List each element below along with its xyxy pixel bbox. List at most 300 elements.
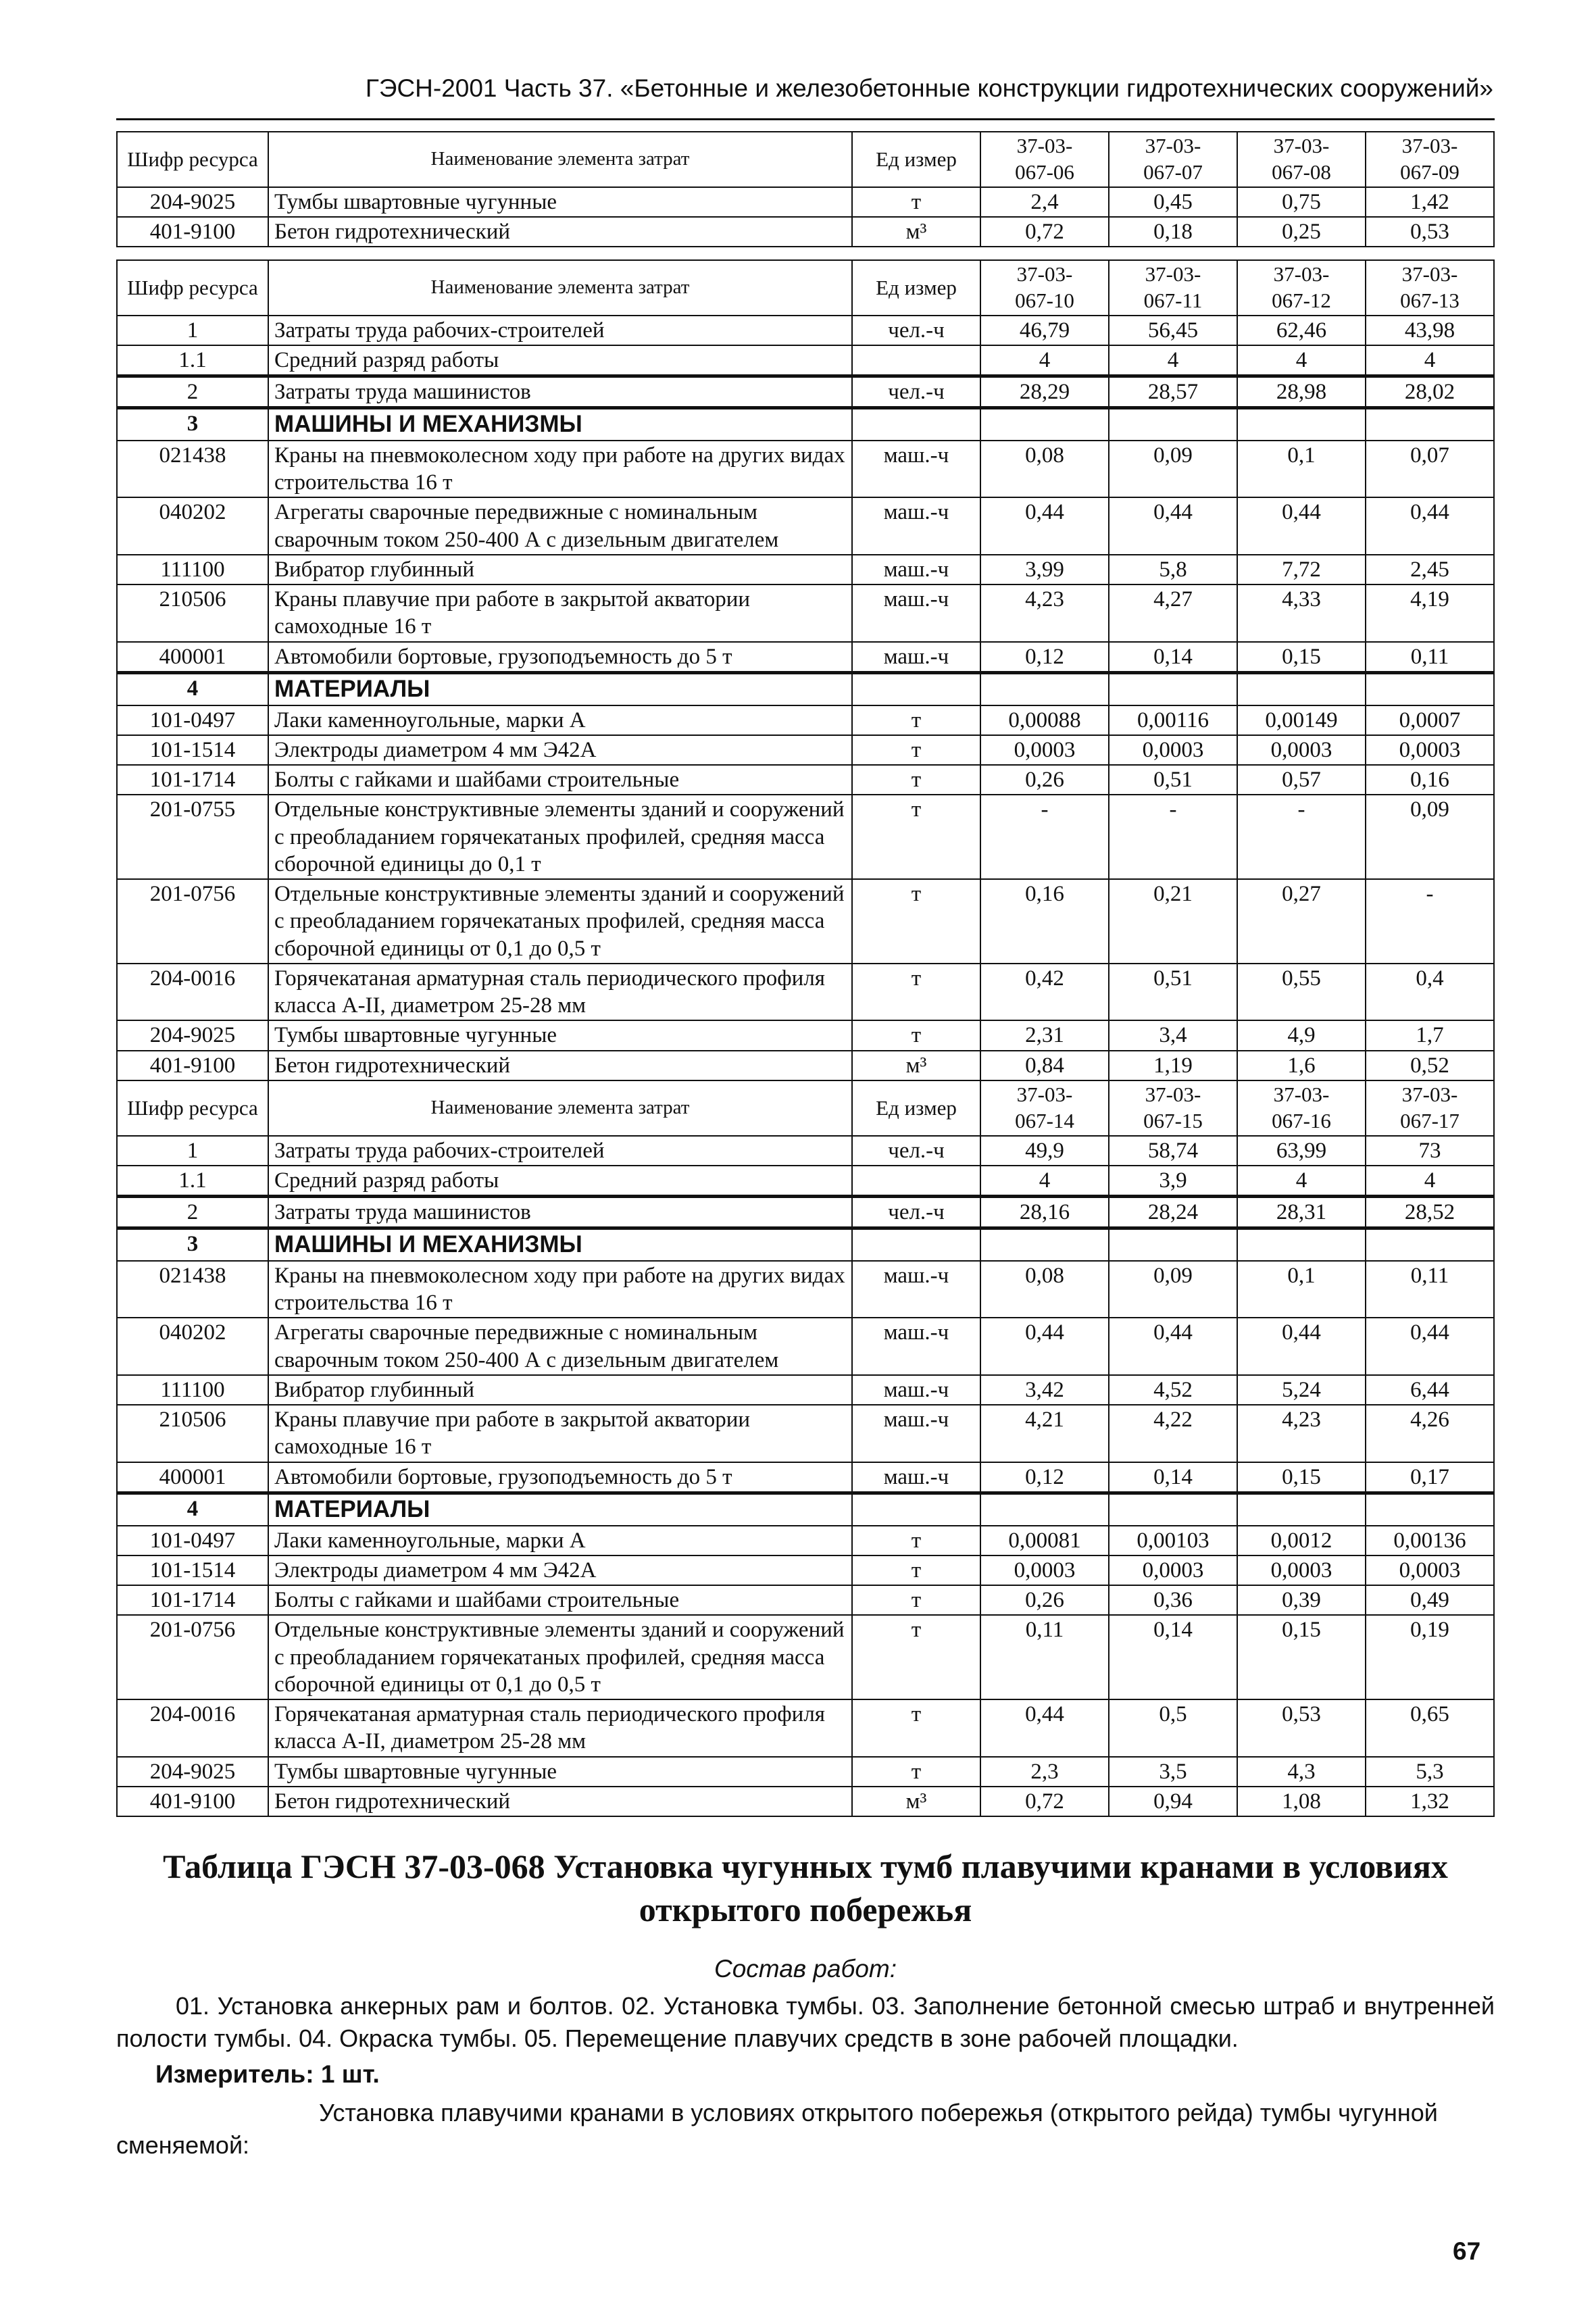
resource-code: 021438 — [117, 1261, 268, 1318]
resource-name: Лаки каменноугольные, марки А — [268, 1526, 852, 1555]
resource-name: Электроды диаметром 4 мм Э42А — [268, 1555, 852, 1585]
resource-value: 56,45 — [1109, 316, 1237, 345]
table-row — [117, 497, 1494, 555]
resource-value — [980, 672, 1109, 705]
resource-name: Бетон гидротехнический — [268, 1051, 852, 1080]
work-operations: 01. Установка анкерных рам и болтов. 02. Установка тумбы. 03. Заполнение бетонной смесью штраб и внутренней полости тумбы. 04. Окраска тумбы. 05. Перемещение плавучих средств в зоне рабочей площадки. — [116, 1992, 1495, 2052]
resource-value: 0,19 — [1366, 1615, 1494, 1699]
column-header-name: Наименование элемента затрат — [268, 132, 852, 187]
table-header-row — [117, 260, 1494, 316]
resource-unit: м³ — [852, 1787, 980, 1816]
column-header-name: Наименование элемента затрат — [268, 260, 852, 316]
resource-value: 0,00088 — [980, 705, 1109, 735]
resource-code: 3 — [117, 1228, 268, 1261]
resource-value — [1366, 408, 1494, 441]
resource-code: 1 — [117, 1136, 268, 1166]
resource-code: 201-0755 — [117, 795, 268, 879]
resource-value: 0,0003 — [1237, 735, 1366, 765]
resource-unit — [852, 345, 980, 376]
resource-unit: чел.-ч — [852, 1136, 980, 1166]
resource-value: 0,1 — [1237, 441, 1366, 498]
resource-name: Затраты труда рабочих-строителей — [268, 1136, 852, 1166]
table-row — [117, 1375, 1494, 1405]
resource-name: Затраты труда машинистов — [268, 1197, 852, 1228]
resource-name: Вибратор глубинный — [268, 1375, 852, 1405]
table-row — [117, 316, 1494, 345]
resource-value: 2,31 — [980, 1020, 1109, 1050]
resource-name: Краны плавучие при работе в закрытой акватории самоходные 16 т — [268, 584, 852, 642]
resource-code: 401-9100 — [117, 1787, 268, 1816]
resource-value: 0,53 — [1366, 217, 1494, 247]
resource-value: 62,46 — [1237, 316, 1366, 345]
resource-value: 0,09 — [1109, 1261, 1237, 1318]
table-row — [117, 1318, 1494, 1375]
table-row — [117, 1526, 1494, 1555]
resource-code: 040202 — [117, 1318, 268, 1375]
resource-value: 0,09 — [1366, 795, 1494, 879]
resource-table-3 — [116, 1080, 1495, 1817]
resource-name: Краны на пневмоколесном ходу при работе на других видах строительства 16 т — [268, 1261, 852, 1318]
resource-value: 4,3 — [1237, 1757, 1366, 1787]
column-header-rate: 37-03- 067-06 — [980, 132, 1109, 187]
resource-value: 0,0003 — [980, 735, 1109, 765]
resource-value: 0,51 — [1109, 765, 1237, 795]
resource-value: 6,44 — [1366, 1375, 1494, 1405]
resource-value: 0,0003 — [1366, 1555, 1494, 1585]
table-row — [117, 345, 1494, 376]
resource-value: 5,24 — [1237, 1375, 1366, 1405]
column-header-rate: 37-03- 067-14 — [980, 1080, 1109, 1136]
column-header-rate: 37-03- 067-17 — [1366, 1080, 1494, 1136]
column-header-unit: Ед измер — [852, 132, 980, 187]
resource-value: 0,53 — [1237, 1699, 1366, 1757]
resource-code: 401-9100 — [117, 217, 268, 247]
resource-value — [1109, 408, 1237, 441]
table-row — [117, 1051, 1494, 1080]
column-header-rate: 37-03- 067-16 — [1237, 1080, 1366, 1136]
resource-name: Горячекатаная арматурная сталь периодического профиля класса А-II, диаметром 25-28 мм — [268, 1699, 852, 1757]
resource-value: 3,4 — [1109, 1020, 1237, 1050]
resource-unit — [852, 1228, 980, 1261]
resource-value: 0,44 — [980, 1318, 1109, 1375]
column-header-code: Шифр ресурса — [117, 260, 268, 316]
resource-value: 0,07 — [1366, 441, 1494, 498]
resource-value: 1,32 — [1366, 1787, 1494, 1816]
resource-value: 63,99 — [1237, 1136, 1366, 1166]
section-row — [117, 408, 1494, 441]
resource-code: 4 — [117, 1493, 268, 1525]
resource-value: 0,45 — [1109, 187, 1237, 217]
resource-code: 101-1514 — [117, 735, 268, 765]
resource-value: 0,27 — [1237, 879, 1366, 964]
resource-unit — [852, 1493, 980, 1525]
table-row — [117, 1020, 1494, 1050]
resource-value: 4,52 — [1109, 1375, 1237, 1405]
table-row — [117, 1405, 1494, 1462]
resource-value: 5,8 — [1109, 555, 1237, 584]
resource-code: 401-9100 — [117, 1051, 268, 1080]
resource-value: - — [980, 795, 1109, 879]
table-row — [117, 735, 1494, 765]
resource-value: 0,0012 — [1237, 1526, 1366, 1555]
resource-value — [980, 1493, 1109, 1525]
resource-name: Затраты труда рабочих-строителей — [268, 316, 852, 345]
resource-value: 0,12 — [980, 642, 1109, 673]
resource-name: Тумбы швартовные чугунные — [268, 187, 852, 217]
resource-value: 0,11 — [1366, 642, 1494, 673]
resource-value: 0,11 — [980, 1615, 1109, 1699]
resource-value — [980, 1228, 1109, 1261]
resource-value: 28,98 — [1237, 376, 1366, 408]
resource-name: Болты с гайками и шайбами строительные — [268, 1585, 852, 1615]
resource-value: 0,15 — [1237, 1462, 1366, 1493]
table-row — [117, 1585, 1494, 1615]
resource-name: МАТЕРИАЛЫ — [268, 1493, 852, 1525]
resource-value: 4,26 — [1366, 1405, 1494, 1462]
resource-value: 28,29 — [980, 376, 1109, 408]
resource-value: 5,3 — [1366, 1757, 1494, 1787]
resource-name: Отдельные конструктивные элементы зданий и сооружений с преобладанием горячекатаных профилей, средняя масса сборочной единицы от 0,1 до 0,5 т — [268, 1615, 852, 1699]
resource-value: 0,94 — [1109, 1787, 1237, 1816]
table-row — [117, 1261, 1494, 1318]
resource-code: 400001 — [117, 642, 268, 673]
resource-code: 400001 — [117, 1462, 268, 1493]
resource-unit — [852, 1166, 980, 1197]
resource-unit: т — [852, 879, 980, 964]
section-row — [117, 1493, 1494, 1525]
resource-name: Затраты труда машинистов — [268, 376, 852, 408]
resource-value: 0,16 — [980, 879, 1109, 964]
resource-name: Средний разряд работы — [268, 1166, 852, 1197]
resource-unit: т — [852, 964, 980, 1021]
resource-value: 4,9 — [1237, 1020, 1366, 1050]
intro-text: Установка плавучими кранами в условиях открытого побережья (открытого рейда) тумбы чугунной сменяемой: — [116, 2099, 1438, 2159]
resource-value — [1237, 1228, 1366, 1261]
table-row — [117, 642, 1494, 673]
resource-value: 0,15 — [1237, 642, 1366, 673]
resource-unit: маш.-ч — [852, 1405, 980, 1462]
resource-code: 204-0016 — [117, 964, 268, 1021]
resource-name: Агрегаты сварочные передвижные с номинальным сварочным током 250-400 А с дизельным двигателем — [268, 1318, 852, 1375]
resource-value: 0,14 — [1109, 1462, 1237, 1493]
resource-value: 0,72 — [980, 1787, 1109, 1816]
resource-name: Краны плавучие при работе в закрытой акватории самоходные 16 т — [268, 1405, 852, 1462]
resource-unit: маш.-ч — [852, 555, 980, 584]
column-header-rate: 37-03- 067-15 — [1109, 1080, 1237, 1136]
resource-value: 0,84 — [980, 1051, 1109, 1080]
resource-value: 4 — [1237, 345, 1366, 376]
resource-code: 2 — [117, 1197, 268, 1228]
table-row — [117, 217, 1494, 247]
resource-value: 0,15 — [1237, 1615, 1366, 1699]
resource-name: Средний разряд работы — [268, 345, 852, 376]
resource-value: 0,08 — [980, 441, 1109, 498]
resource-code: 3 — [117, 408, 268, 441]
resource-value: 0,18 — [1109, 217, 1237, 247]
table-row — [117, 1757, 1494, 1787]
resource-value — [1366, 672, 1494, 705]
resource-value — [1109, 672, 1237, 705]
resource-value: 4,27 — [1109, 584, 1237, 642]
resource-value: 0,0003 — [1237, 1555, 1366, 1585]
resource-code: 204-0016 — [117, 1699, 268, 1757]
resource-value: 3,5 — [1109, 1757, 1237, 1787]
resource-unit: т — [852, 1020, 980, 1050]
column-header-rate: 37-03- 067-09 — [1366, 132, 1494, 187]
resource-name: Отдельные конструктивные элементы зданий и сооружений с преобладанием горячекатаных профилей, средняя масса сборочной единицы от 0,1 до 0,5 т — [268, 879, 852, 964]
resource-value: 0,17 — [1366, 1462, 1494, 1493]
resource-value: 4,22 — [1109, 1405, 1237, 1462]
measure-line — [155, 2060, 380, 2089]
resource-value: 4 — [980, 345, 1109, 376]
resource-value: 0,36 — [1109, 1585, 1237, 1615]
resource-value: 0,00116 — [1109, 705, 1237, 735]
resource-value: 1,7 — [1366, 1020, 1494, 1050]
resource-unit: маш.-ч — [852, 1462, 980, 1493]
resource-value: 28,52 — [1366, 1197, 1494, 1228]
table-row — [117, 1136, 1494, 1166]
resource-unit: чел.-ч — [852, 376, 980, 408]
resource-value: 0,55 — [1237, 964, 1366, 1021]
resource-value: 0,26 — [980, 765, 1109, 795]
table-header-row — [117, 1080, 1494, 1136]
column-header-rate: 37-03- 067-07 — [1109, 132, 1237, 187]
resource-value: 73 — [1366, 1136, 1494, 1166]
resource-value: 28,24 — [1109, 1197, 1237, 1228]
resource-value: 2,4 — [980, 187, 1109, 217]
column-header-code: Шифр ресурса — [117, 132, 268, 187]
resource-value: 28,16 — [980, 1197, 1109, 1228]
resource-unit: т — [852, 705, 980, 735]
column-header-rate: 37-03- 067-12 — [1237, 260, 1366, 316]
resource-value: 0,5 — [1109, 1699, 1237, 1757]
resource-value: 2,45 — [1366, 555, 1494, 584]
resource-value: 0,72 — [980, 217, 1109, 247]
header-rule — [116, 118, 1495, 120]
resource-code: 201-0756 — [117, 1615, 268, 1699]
resource-value: 0,0003 — [1109, 735, 1237, 765]
resource-code: 101-0497 — [117, 705, 268, 735]
resource-unit — [852, 672, 980, 705]
resource-unit: маш.-ч — [852, 1375, 980, 1405]
resource-value: 4 — [1366, 1166, 1494, 1197]
resource-unit: т — [852, 735, 980, 765]
column-header-rate: 37-03- 067-08 — [1237, 132, 1366, 187]
resource-name: Болты с гайками и шайбами строительные — [268, 765, 852, 795]
table-row — [117, 765, 1494, 795]
table-row — [117, 1197, 1494, 1228]
resource-value: 0,0003 — [1366, 735, 1494, 765]
resource-value — [1366, 1493, 1494, 1525]
resource-name: МАШИНЫ И МЕХАНИЗМЫ — [268, 408, 852, 441]
resource-unit: т — [852, 1585, 980, 1615]
table-row — [117, 1555, 1494, 1585]
resource-value: 28,57 — [1109, 376, 1237, 408]
table-row — [117, 1699, 1494, 1757]
resource-unit: маш.-ч — [852, 1261, 980, 1318]
resource-value: 0,44 — [1237, 497, 1366, 555]
resource-table-2 — [116, 259, 1495, 1081]
resource-value: - — [1237, 795, 1366, 879]
resource-value: 0,1 — [1237, 1261, 1366, 1318]
resource-value: 28,02 — [1366, 376, 1494, 408]
resource-code: 210506 — [117, 1405, 268, 1462]
table-row — [117, 879, 1494, 964]
resource-unit: чел.-ч — [852, 1197, 980, 1228]
resource-value: 4,21 — [980, 1405, 1109, 1462]
resource-value: 4 — [1237, 1166, 1366, 1197]
resource-value: 4,23 — [980, 584, 1109, 642]
table-row — [117, 555, 1494, 584]
resource-value: 0,44 — [1109, 1318, 1237, 1375]
measure-label: Измеритель: — [155, 2060, 314, 2088]
resource-value: 0,42 — [980, 964, 1109, 1021]
resource-value: 0,44 — [1237, 1318, 1366, 1375]
column-header-name: Наименование элемента затрат — [268, 1080, 852, 1136]
resource-unit: маш.-ч — [852, 642, 980, 673]
resource-value: 7,72 — [1237, 555, 1366, 584]
table-row — [117, 705, 1494, 735]
table-row — [117, 187, 1494, 217]
resource-name: Бетон гидротехнический — [268, 1787, 852, 1816]
table-row — [117, 795, 1494, 879]
resource-unit: м³ — [852, 1051, 980, 1080]
resource-code: 1 — [117, 316, 268, 345]
resource-value: 0,44 — [1366, 1318, 1494, 1375]
resource-value: 1,42 — [1366, 187, 1494, 217]
resource-table-1 — [116, 131, 1495, 247]
table-row — [117, 584, 1494, 642]
resource-value: - — [1366, 879, 1494, 964]
table-row — [117, 1166, 1494, 1197]
resource-name: Вибратор глубинный — [268, 555, 852, 584]
resource-unit: т — [852, 1526, 980, 1555]
resource-value: 0,00103 — [1109, 1526, 1237, 1555]
resource-value — [980, 408, 1109, 441]
section-row — [117, 672, 1494, 705]
resource-value: 1,08 — [1237, 1787, 1366, 1816]
resource-value: 0,44 — [1366, 497, 1494, 555]
table-row — [117, 441, 1494, 498]
resource-value: 2,3 — [980, 1757, 1109, 1787]
table-row — [117, 1615, 1494, 1699]
resource-value: 0,44 — [980, 1699, 1109, 1757]
resource-value — [1237, 1493, 1366, 1525]
resource-value: 0,25 — [1237, 217, 1366, 247]
resource-name: Автомобили бортовые, грузоподъемность до 5 т — [268, 642, 852, 673]
resource-value: 0,26 — [980, 1585, 1109, 1615]
resource-code: 201-0756 — [117, 879, 268, 964]
resource-value: 0,16 — [1366, 765, 1494, 795]
resource-unit: т — [852, 1555, 980, 1585]
table-row — [117, 376, 1494, 408]
resource-code: 101-1714 — [117, 1585, 268, 1615]
resource-value: 0,08 — [980, 1261, 1109, 1318]
resource-unit — [852, 408, 980, 441]
resource-value: 0,14 — [1109, 1615, 1237, 1699]
resource-value: 0,44 — [1109, 497, 1237, 555]
resource-code: 101-1514 — [117, 1555, 268, 1585]
resource-value: 3,99 — [980, 555, 1109, 584]
resource-unit: маш.-ч — [852, 584, 980, 642]
column-header-code: Шифр ресурса — [117, 1080, 268, 1136]
resource-name: Электроды диаметром 4 мм Э42А — [268, 735, 852, 765]
resource-unit: т — [852, 1699, 980, 1757]
resource-code: 040202 — [117, 497, 268, 555]
work-composition-label: Состав работ: — [714, 1955, 897, 1983]
resource-unit: т — [852, 1615, 980, 1699]
resource-value: 43,98 — [1366, 316, 1494, 345]
resource-value: 0,39 — [1237, 1585, 1366, 1615]
resource-value: 0,0003 — [1109, 1555, 1237, 1585]
resource-unit: т — [852, 1757, 980, 1787]
resource-unit: т — [852, 187, 980, 217]
table-row — [117, 1462, 1494, 1493]
resource-unit: маш.-ч — [852, 1318, 980, 1375]
resource-value: 3,42 — [980, 1375, 1109, 1405]
resource-value: 4 — [1366, 345, 1494, 376]
resource-value: 4,23 — [1237, 1405, 1366, 1462]
resource-code: 204-9025 — [117, 1020, 268, 1050]
resource-value: 0,49 — [1366, 1585, 1494, 1615]
resource-value — [1109, 1493, 1237, 1525]
resource-name: Горячекатаная арматурная сталь периодического профиля класса А-II, диаметром 25-28 мм — [268, 964, 852, 1021]
resource-value: - — [1109, 795, 1237, 879]
resource-value — [1366, 1228, 1494, 1261]
resource-value: 1,19 — [1109, 1051, 1237, 1080]
page-header: ГЭСН-2001 Часть 37. «Бетонные и железобетонные конструкции гидротехнических сооружений» — [365, 74, 1493, 102]
resource-name: Тумбы швартовные чугунные — [268, 1020, 852, 1050]
resource-value — [1237, 408, 1366, 441]
resource-code: 1.1 — [117, 1166, 268, 1197]
resource-value: 0,00149 — [1237, 705, 1366, 735]
resource-name: МАТЕРИАЛЫ — [268, 672, 852, 705]
resource-value: 0,0003 — [980, 1555, 1109, 1585]
resource-name: Краны на пневмоколесном ходу при работе на других видах строительства 16 т — [268, 441, 852, 498]
resource-value: 0,4 — [1366, 964, 1494, 1021]
resource-value: 0,21 — [1109, 879, 1237, 964]
resource-value: 0,00136 — [1366, 1526, 1494, 1555]
resource-value: 4,33 — [1237, 584, 1366, 642]
resource-code: 021438 — [117, 441, 268, 498]
resource-value: 1,6 — [1237, 1051, 1366, 1080]
resource-value — [1237, 672, 1366, 705]
resource-code: 1.1 — [117, 345, 268, 376]
resource-value: 0,57 — [1237, 765, 1366, 795]
resource-value: 0,14 — [1109, 642, 1237, 673]
resource-code: 204-9025 — [117, 187, 268, 217]
resource-name: Автомобили бортовые, грузоподъемность до 5 т — [268, 1462, 852, 1493]
resource-value: 3,9 — [1109, 1166, 1237, 1197]
resource-value — [1109, 1228, 1237, 1261]
resource-value: 0,44 — [980, 497, 1109, 555]
column-header-unit: Ед измер — [852, 260, 980, 316]
resource-value: 0,51 — [1109, 964, 1237, 1021]
resource-value: 58,74 — [1109, 1136, 1237, 1166]
column-header-rate: 37-03- 067-10 — [980, 260, 1109, 316]
resource-code: 111100 — [117, 555, 268, 584]
resource-value: 0,09 — [1109, 441, 1237, 498]
resource-name: МАШИНЫ И МЕХАНИЗМЫ — [268, 1228, 852, 1261]
resource-value: 49,9 — [980, 1136, 1109, 1166]
column-header-rate: 37-03- 067-13 — [1366, 260, 1494, 316]
resource-value: 4,19 — [1366, 584, 1494, 642]
resource-name: Лаки каменноугольные, марки А — [268, 705, 852, 735]
resource-value: 0,0007 — [1366, 705, 1494, 735]
column-header-unit: Ед измер — [852, 1080, 980, 1136]
resource-unit: маш.-ч — [852, 441, 980, 498]
resource-value: 0,12 — [980, 1462, 1109, 1493]
